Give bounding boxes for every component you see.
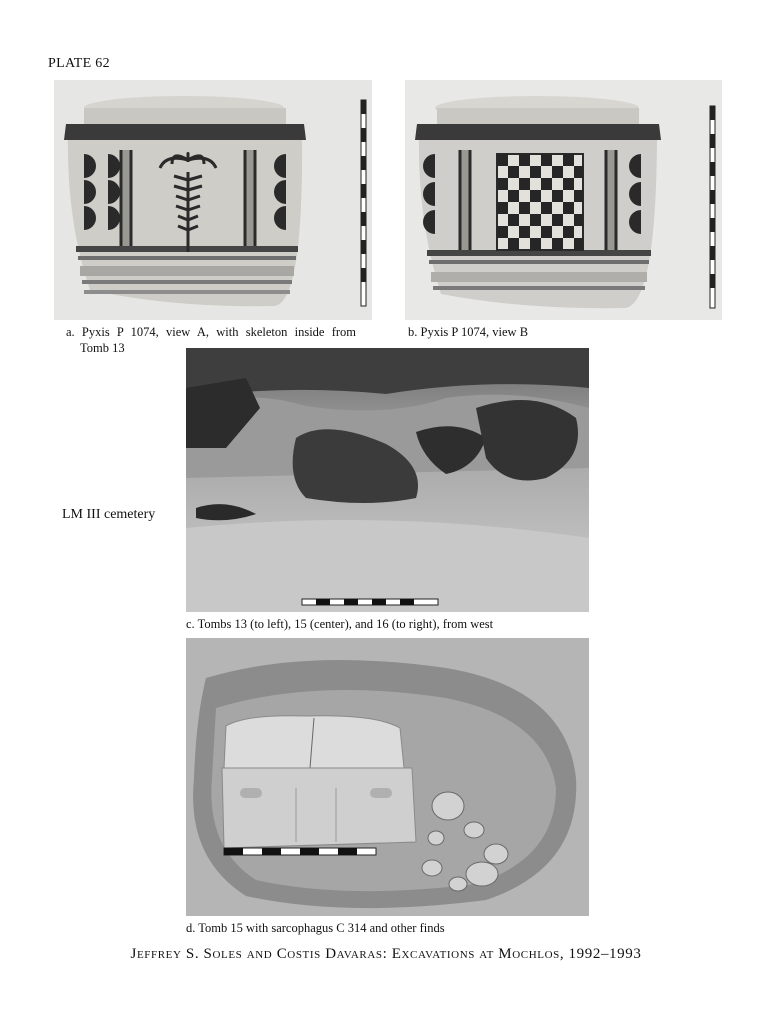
photo-pyxis-view-b [405, 80, 722, 320]
caption-c: c. Tombs 13 (to left), 15 (center), and 16 (to right), from west [186, 617, 494, 631]
plate-number: PLATE 62 [48, 56, 110, 71]
caption-a-line2: Tomb 13 [80, 341, 125, 355]
photo-tomb-sarcophagus [186, 638, 589, 916]
page-footer-credit: Jeffrey S. Soles and Costis Davaras: Excavations at Mochlos, 1992–1993 [130, 946, 642, 962]
photo-cemetery-tombs [186, 348, 589, 612]
photo-pyxis-view-a [54, 80, 372, 320]
caption-d: d. Tomb 15 with sarcophagus C 314 and other finds [186, 921, 445, 935]
section-label: LM III cemetery [62, 507, 156, 522]
caption-b: b. Pyxis P 1074, view B [408, 325, 529, 339]
caption-a-line1: a. Pyxis P 1074, view A, with skeleton inside from [66, 325, 356, 339]
